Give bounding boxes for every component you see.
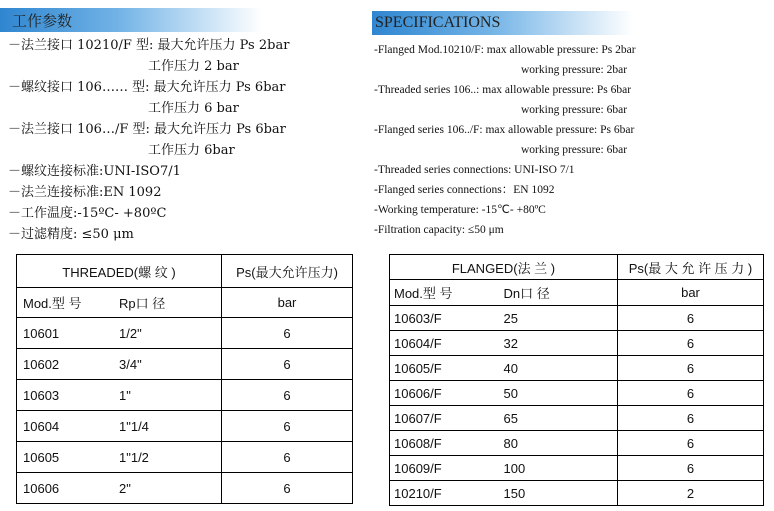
- spec-line: －法兰接口 10210/F 型: 最大允许压力 Ps 2bar: [8, 38, 290, 53]
- right-section-header: [372, 11, 633, 35]
- size-cell: 1": [119, 380, 222, 411]
- spec-line: -Flanged Mod.10210/F: max allowable pressure: Ps 2bar: [374, 44, 636, 56]
- model-cell: 10605: [17, 442, 120, 473]
- table-row: [17, 318, 353, 349]
- size-cell: 80: [504, 431, 618, 456]
- table-row: [17, 411, 353, 442]
- spec-line: -Flanged series connections：EN 1092: [374, 184, 555, 196]
- threaded-table: [16, 254, 353, 504]
- ps-header: Ps(最大允许压力): [222, 255, 353, 288]
- pressure-cell: 6: [618, 356, 764, 381]
- left-section-header: [0, 8, 262, 32]
- spec-line: -Threaded series 106..: max allowable pressure: Ps 6bar: [374, 84, 632, 96]
- model-cell: 10602: [17, 349, 120, 380]
- size-cell: 65: [504, 406, 618, 431]
- table-row: [390, 306, 764, 331]
- size-column-header: Rp口 径: [119, 288, 222, 318]
- table-row: [390, 431, 764, 456]
- model-cell: 10607/F: [390, 406, 504, 431]
- size-cell: 2": [119, 473, 222, 504]
- spec-line: -Threaded series connections: UNI-ISO 7/1: [374, 164, 575, 176]
- model-cell: 10604: [17, 411, 120, 442]
- spec-line: -Filtration capacity: ≤50 μm: [374, 224, 504, 236]
- size-cell: 150: [504, 481, 618, 506]
- size-cell: 3/4": [119, 349, 222, 380]
- pressure-cell: 6: [618, 431, 764, 456]
- size-cell: 50: [504, 381, 618, 406]
- right-section-title: SPECIFICATIONS: [375, 14, 501, 31]
- table-header-row: [17, 255, 353, 288]
- table-row: [17, 442, 353, 473]
- pressure-cell: 6: [618, 456, 764, 481]
- model-cell: 10609/F: [390, 456, 504, 481]
- model-cell: 10603/F: [390, 306, 504, 331]
- size-cell: 25: [504, 306, 618, 331]
- model-cell: 10605/F: [390, 356, 504, 381]
- spec-line: -Flanged series 106../F: max allowable pressure: Ps 6bar: [374, 124, 635, 136]
- table-subheader-row: [17, 288, 353, 318]
- spec-line: －螺纹连接标准:UNI-ISO7/1: [8, 164, 181, 179]
- size-column-header: Dn口 径: [504, 280, 618, 306]
- right-spec-list: [374, 40, 764, 240]
- table-row: [390, 331, 764, 356]
- pressure-cell: 6: [618, 381, 764, 406]
- table-row: [17, 380, 353, 411]
- table-header-row: [390, 255, 764, 280]
- left-spec-list: [8, 35, 358, 245]
- size-cell: 40: [504, 356, 618, 381]
- pressure-cell: 6: [618, 406, 764, 431]
- size-cell: 100: [504, 456, 618, 481]
- table-subheader-row: [390, 280, 764, 306]
- model-cell: 10603: [17, 380, 120, 411]
- spec-line: －过滤精度: ≤50 μm: [8, 227, 134, 242]
- spec-line: 工作压力 6 bar: [148, 101, 239, 116]
- model-cell: 10604/F: [390, 331, 504, 356]
- spec-line: 工作压力 2 bar: [148, 59, 239, 74]
- pressure-cell: 6: [618, 331, 764, 356]
- spec-line: 工作压力 6bar: [148, 143, 235, 158]
- table-row: [390, 481, 764, 506]
- size-cell: 1/2": [119, 318, 222, 349]
- flanged-table: [389, 254, 764, 506]
- pressure-cell: 6: [222, 442, 353, 473]
- spec-line: working pressure: 6bar: [521, 104, 628, 116]
- spec-line: －螺纹接口 106…… 型: 最大允许压力 Ps 6bar: [8, 80, 286, 95]
- pressure-cell: 2: [618, 481, 764, 506]
- spec-line: －法兰接口 106…/F 型: 最大允许压力 Ps 6bar: [8, 122, 286, 137]
- model-cell: 10601: [17, 318, 120, 349]
- model-cell: 10210/F: [390, 481, 504, 506]
- size-cell: 1"1/4: [119, 411, 222, 442]
- pressure-cell: 6: [222, 411, 353, 442]
- size-cell: 32: [504, 331, 618, 356]
- table-row: [390, 456, 764, 481]
- pressure-cell: 6: [618, 306, 764, 331]
- size-cell: 1"1/2: [119, 442, 222, 473]
- model-cell: 10606: [17, 473, 120, 504]
- table-row: [390, 381, 764, 406]
- model-cell: 10608/F: [390, 431, 504, 456]
- spec-line: working pressure: 6bar: [521, 144, 628, 156]
- table-row: [390, 356, 764, 381]
- table-row: [17, 349, 353, 380]
- spec-line: working pressure: 2bar: [521, 64, 628, 76]
- pressure-cell: 6: [222, 380, 353, 411]
- unit-column-header: bar: [222, 288, 353, 318]
- table-row: [390, 406, 764, 431]
- pressure-cell: 6: [222, 349, 353, 380]
- left-section-title: 工作参数: [12, 11, 73, 30]
- pressure-cell: 6: [222, 473, 353, 504]
- model-column-header: Mod.型 号: [17, 288, 120, 318]
- spec-line: －法兰连接标准:EN 1092: [8, 185, 162, 200]
- model-cell: 10606/F: [390, 381, 504, 406]
- table-row: [17, 473, 353, 504]
- spec-line: -Working temperature: -15℃- +80ºC: [374, 204, 546, 216]
- threaded-header: THREADED(螺 纹 ): [17, 255, 222, 288]
- model-column-header: Mod.型 号: [390, 280, 504, 306]
- pressure-cell: 6: [222, 318, 353, 349]
- unit-column-header: bar: [618, 280, 764, 306]
- flanged-header: FLANGED(法 兰 ): [390, 255, 618, 280]
- spec-line: －工作温度:-15ºC- +80ºC: [8, 206, 167, 221]
- ps-header: Ps(最 大 允 许 压 力 ): [618, 255, 764, 280]
